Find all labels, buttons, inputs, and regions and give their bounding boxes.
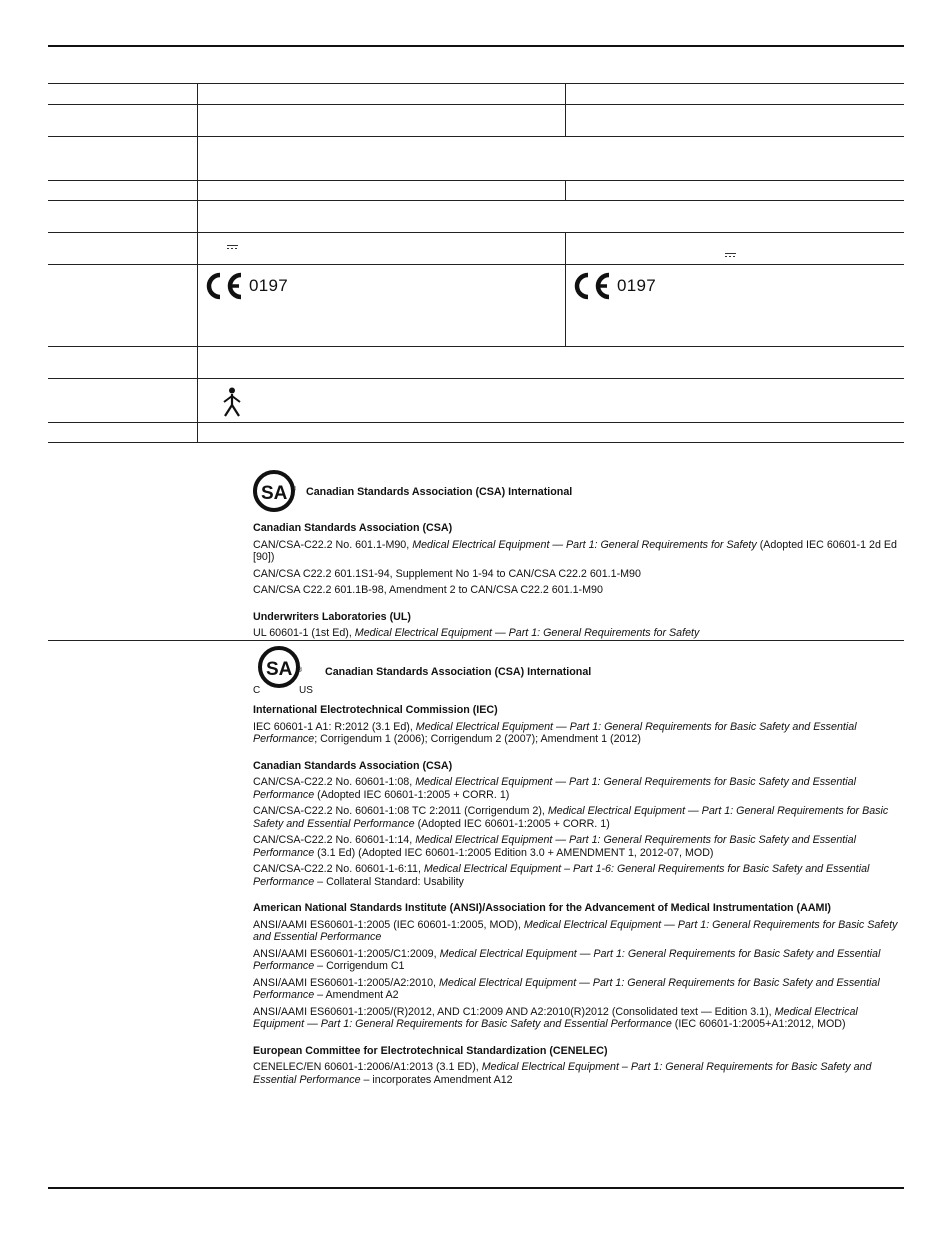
standard-note: ; Corrigendum 1 (2006); Corrigendum 2 (2007); Amendment 1 (2012) [314, 733, 641, 745]
standards-body-heading: American National Standards Institute (ANSI)/Association for the Advancement of Medical Instrumentation (AAMI) [253, 902, 831, 914]
standard-designation: ANSI/AAMI ES60601-1:2005/A2:2010, [253, 976, 439, 989]
standard-entry [253, 977, 901, 1002]
standard-entry [253, 1006, 901, 1031]
standard-note: – Amendment A2 [314, 989, 399, 1001]
standard-note: – incorporates Amendment A12 [360, 1073, 513, 1086]
notified-body-number: 0197 [617, 276, 657, 295]
standard-entry [253, 1061, 901, 1086]
standard-note: (Adopted IEC 60601-1:2005 + CORR. 1) [314, 788, 510, 801]
csa-logo-icon [258, 646, 303, 688]
svg-text:SA: SA [261, 483, 288, 504]
standard-entry [253, 539, 901, 564]
table-row-line [48, 378, 904, 379]
standard-title: Medical Electrical Equipment — Part 1: General Requirements for Basic Safety and Essential Performance [253, 947, 881, 972]
csa-c-label: C [253, 685, 261, 696]
standard-entry [253, 948, 901, 973]
table-row-line [48, 136, 904, 137]
standard-title: Medical Electrical Equipment — Part 1: General Requirements for Basic Safety and Essential Performance [253, 776, 856, 801]
standard-title: Medical Electrical Equipment — Part 1: General Requirements for Basic Safety and Essential Performance [253, 976, 880, 1001]
table-column-line [565, 83, 566, 136]
standard-title: Medical Electrical Equipment – Part 1-6: General Requirements for Basic Safety and Essential Performance [253, 863, 870, 888]
standard-designation: CAN/CSA-C22.2 No. 60601-1:08, [253, 776, 416, 788]
ce-mark [572, 272, 656, 300]
standards-body-heading: European Committee for Electrotechnical Standardization (CENELEC) [253, 1044, 608, 1057]
top-page-rule [48, 45, 904, 47]
standard-title: Medical Electrical Equipment — Part 1: General Requirements for Safety [354, 627, 700, 639]
standard-note: – Collateral Standard: Usability [314, 875, 464, 888]
standards-body-heading: Underwriters Laboratories (UL) [253, 610, 411, 623]
standard-title: Medical Electrical Equipment — Part 1: General Requirements for Basic Safety and Essential Performance [253, 720, 857, 745]
registered-mark: ® [291, 486, 297, 493]
csa-logo-row [253, 470, 901, 514]
standard-entry [253, 863, 901, 888]
table-column-line [565, 232, 566, 346]
csa-logo-title: Canadian Standards Association (CSA) International [306, 486, 573, 498]
table-row-line [48, 104, 904, 105]
table-column-line [197, 83, 198, 442]
standard-entry [253, 584, 901, 597]
ce-logo-icon [572, 272, 612, 300]
standard-designation: CAN/CSA-C22.2 No. 601.1-M90, [253, 538, 413, 551]
csa-logo-row [253, 646, 901, 696]
standard-designation: CAN/CSA C22.2 601.1B-98, Amendment 2 to CAN/CSA C22.2 601.1-M90 [253, 584, 603, 596]
table-row-line [48, 83, 904, 84]
dc-current-icon [227, 245, 238, 249]
standard-entry [253, 721, 901, 746]
table-row-line [48, 232, 904, 233]
standard-designation: CENELEC/EN 60601-1:2006/A1:2013 (3.1 ED), [253, 1061, 482, 1073]
standard-entry [253, 919, 901, 944]
standards-body-heading: International Electrotechnical Commission (IEC) [253, 704, 498, 716]
svg-text:SA: SA [266, 659, 293, 680]
standard-entry [253, 805, 901, 830]
csa-logo-title: Canadian Standards Association (CSA) International [325, 666, 592, 678]
standard-designation: IEC 60601-1 A1: R:2012 (3.1 Ed), [253, 720, 416, 733]
table-row-line [48, 200, 904, 201]
standards-body-heading: Canadian Standards Association (CSA) [253, 522, 453, 534]
csa-us-label: US [299, 685, 313, 696]
standard-title: Medical Electrical Equipment — Part 1: General Requirements for Basic Safety and Essential Performance [253, 834, 856, 859]
standards-body-heading: Canadian Standards Association (CSA) [253, 759, 453, 772]
standard-note: (Adopted IEC 60601-1:2005 + CORR. 1) [414, 817, 610, 830]
table-row-line [48, 442, 904, 443]
standard-title: Medical Electrical Equipment – Part 1: General Requirements for Basic Safety and Essential Performance [253, 1061, 872, 1086]
body-type-b-icon [222, 387, 242, 417]
dc-current-icon [725, 253, 736, 257]
table-row-line [48, 346, 904, 347]
standard-title: Medical Electrical Equipment — Part 1: General Requirements for Basic Safety and Essential Performance [253, 1005, 858, 1030]
standard-title: Medical Electrical Equipment — Part 1: General Requirements for Basic Safety and Essential Performance [253, 918, 898, 943]
ce-mark [204, 272, 288, 300]
bottom-page-rule [48, 1187, 904, 1189]
table-row-line [48, 264, 904, 265]
standard-entry [253, 834, 901, 859]
certification-section-2 [253, 646, 901, 1090]
standard-note: – Corrigendum C1 [314, 960, 405, 972]
standard-note: (Adopted IEC 60601-1 2d Ed [90]) [253, 538, 897, 563]
standard-designation: ANSI/AAMI ES60601-1:2005/(R)2012, AND C1:2009 AND A2:2010(R)2012 (Consolidated text — Edition 3.1), [253, 1005, 775, 1018]
standard-designation: ANSI/AAMI ES60601-1:2005 (IEC 60601-1:2005, MOD), [253, 918, 524, 931]
standard-designation: CAN/CSA-C22.2 No. 60601-1:08 TC 2:2011 (Corrigendum 2), [253, 805, 548, 817]
standard-title: Medical Electrical Equipment — Part 1: General Requirements for Basic Safety and Essential Performance [253, 805, 889, 830]
certification-section-1 [253, 470, 901, 644]
registered-mark: ® [297, 667, 303, 674]
csa-logo-icon [253, 470, 295, 512]
standard-designation: CAN/CSA-C22.2 No. 60601-1-6:11, [253, 863, 424, 875]
standard-entry [253, 568, 901, 581]
table-row-line [48, 422, 904, 423]
standard-designation: ANSI/AAMI ES60601-1:2005/C1:2009, [253, 947, 440, 960]
standards-list [253, 522, 901, 640]
table-column-line [565, 180, 566, 200]
standard-title: Medical Electrical Equipment — Part 1: General Requirements for Safety [412, 538, 757, 551]
notified-body-number: 0197 [249, 276, 289, 295]
standard-entry [253, 776, 901, 801]
standard-entry [253, 627, 901, 640]
standard-designation: CAN/CSA C22.2 601.1S1-94, Supplement No 1-94 to CAN/CSA C22.2 601.1-M90 [253, 567, 641, 580]
standard-note: (IEC 60601-1:2005+A1:2012, MOD) [671, 1018, 846, 1030]
standard-designation: UL 60601-1 (1st Ed), [253, 627, 355, 639]
table-row-line [48, 180, 904, 181]
ce-logo-icon [204, 272, 244, 300]
standard-designation: CAN/CSA-C22.2 No. 60601-1:14, [253, 834, 416, 846]
standard-note: (3.1 Ed) (Adopted IEC 60601-1:2005 Edition 3.0 + AMENDMENT 1, 2012-07, MOD) [314, 846, 714, 859]
standards-list [253, 704, 901, 1086]
